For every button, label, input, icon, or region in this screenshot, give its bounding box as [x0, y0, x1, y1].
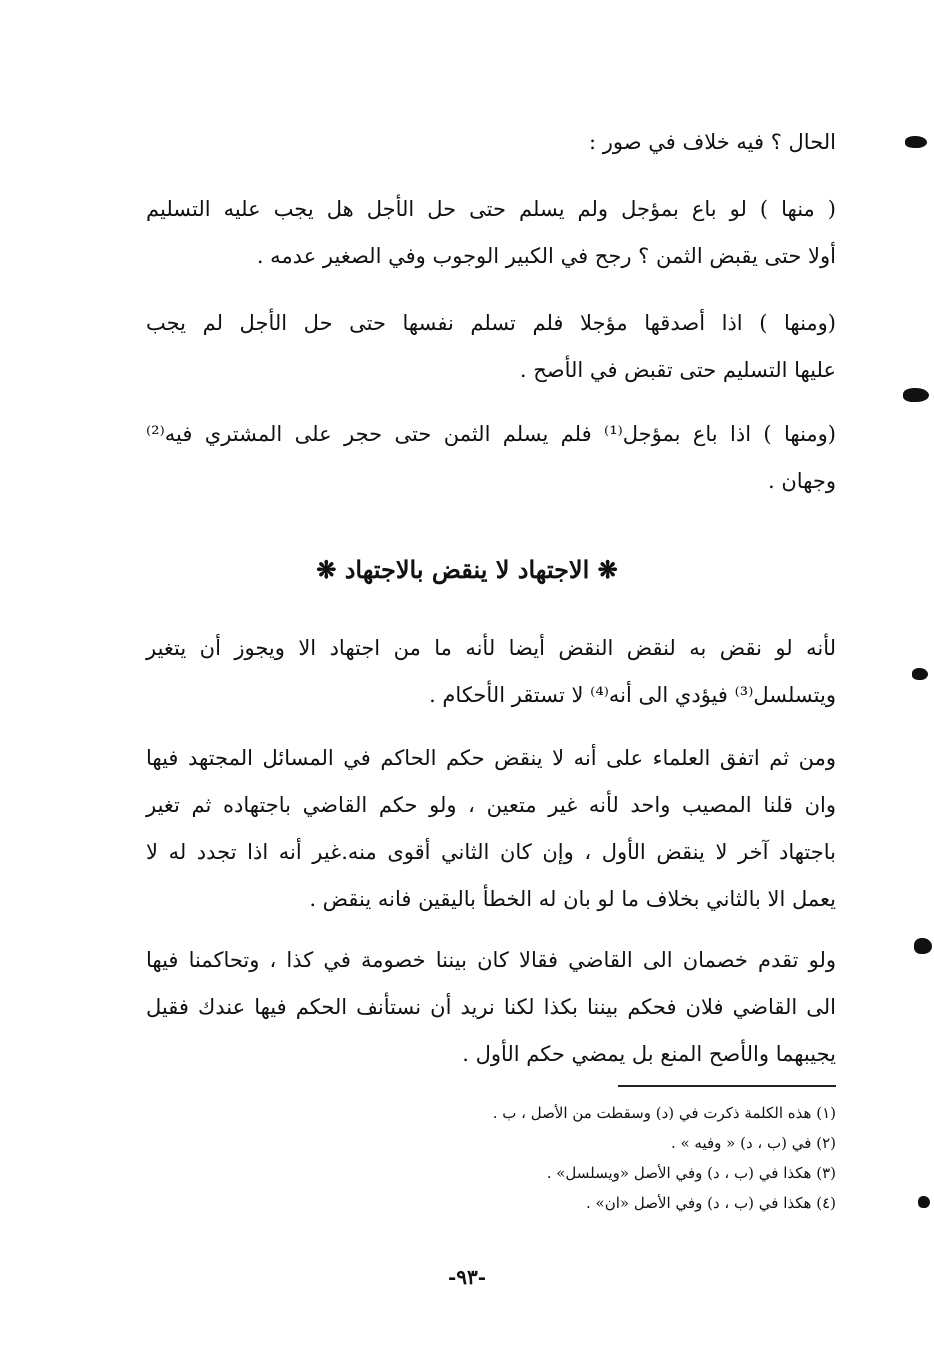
footnote-1: (١) هذه الكلمة ذكرت في (د) وسقطت من الأصل ، ب .: [492, 1104, 836, 1122]
page-number: -٩٣-: [447, 1265, 487, 1289]
footnote-4: (٤) هكذا في (ب ، د) وفي الأصل «ان» .: [586, 1194, 836, 1212]
text-line-8: لأنه لو نقض به لنقض النقض أيضا لأنه ما من اجتهاد الا ويجوز أن يتغير: [146, 636, 836, 660]
text-line-1: الحال ؟ فيه خلاف في صور :: [589, 130, 836, 154]
footnote-2: (٢) في (ب ، د) « وفيه » .: [670, 1134, 836, 1152]
scan-margin-mark: [912, 668, 928, 680]
text-line-4: (ومنها ) اذا أصدقها مؤجلا فلم تسلم نفسها حتى حل الأجل لم يجب: [146, 311, 836, 335]
text-line-6: (ومنها ) اذا باع بمؤجل⁽¹⁾ فلم يسلم الثمن حتى حجر على المشتري فيه⁽²⁾: [146, 422, 837, 446]
text-line-11: وان قلنا المصيب واحد لأنه غير متعين ، ولو حكم القاضي باجتهاده ثم تغير: [146, 793, 836, 817]
text-line-3: أولا حتى يقبض الثمن ؟ رجح في الكبير الوجوب وفي الصغير عدمه .: [256, 244, 836, 268]
scan-margin-mark: [914, 938, 932, 954]
text-line-5: عليها التسليم حتى تقبض في الأصح .: [519, 358, 836, 382]
scan-margin-mark: [918, 1196, 930, 1208]
scan-margin-mark: [905, 136, 927, 148]
text-line-14: ولو تقدم خصمان الى القاضي فقالا كان بيننا خصومة في كذا ، وتحاكمنا فيها: [146, 948, 836, 972]
section-heading: ❋ الاجتهاد لا ينقض بالاجتهاد ❋: [316, 555, 618, 584]
footnote-divider: [618, 1085, 836, 1087]
scan-margin-mark: [903, 388, 929, 402]
text-line-12: باجتهاد آخر لا ينقض الأول ، وإن كان الثاني أقوى منه.غير أنه اذا تجدد له لا: [146, 840, 836, 864]
footnote-3: (٣) هكذا في (ب ، د) وفي الأصل «ويسلسل» .: [546, 1164, 836, 1182]
text-line-10: ومن ثم اتفق العلماء على أنه لا ينقض حكم الحاكم في المسائل المجتهد فيها: [146, 746, 836, 770]
text-line-16: يجيبهما والأصح المنع بل يمضي حكم الأول .: [462, 1042, 836, 1066]
text-line-13: يعمل الا بالثاني بخلاف ما لو بان له الخطأ باليقين فانه ينقض .: [309, 887, 836, 911]
text-line-9: ويتسلسل⁽³⁾ فيؤدي الى أنه⁽⁴⁾ لا تستقر الأحكام .: [429, 683, 836, 707]
text-line-7: وجهان .: [768, 469, 836, 493]
text-line-15: الى القاضي فلان فحكم بيننا بكذا لكنا نريد أن نستأنف الحكم فيها عندك فقيل: [146, 995, 836, 1019]
text-line-2: ( منها ) لو باع بمؤجل ولم يسلم حتى حل الأجل هل يجب عليه التسليم: [146, 197, 836, 221]
